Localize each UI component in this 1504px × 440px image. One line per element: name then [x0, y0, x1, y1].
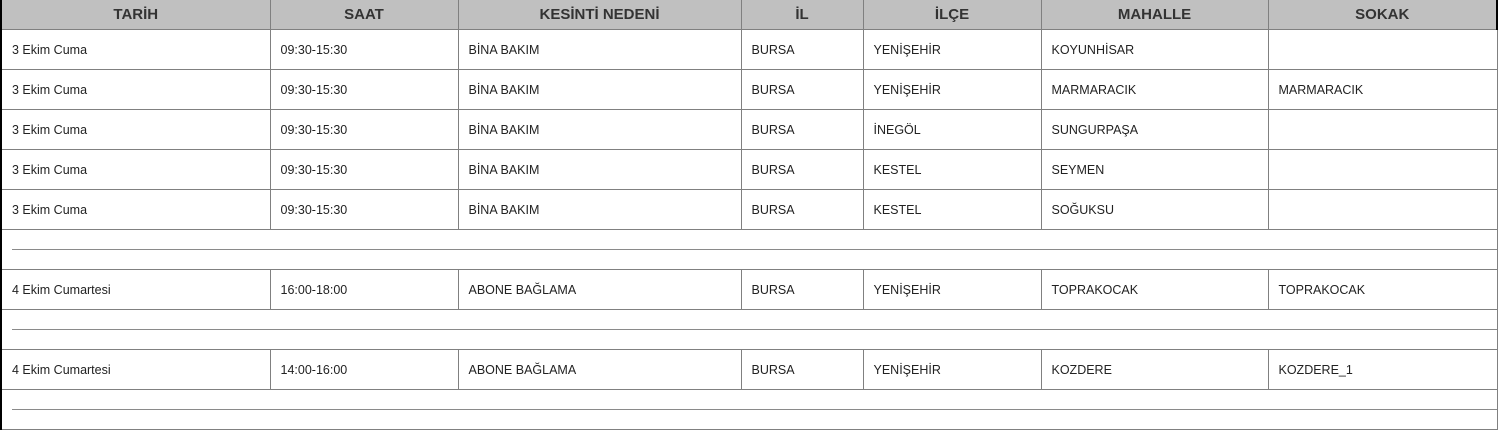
separator-cell [1, 310, 1497, 350]
cell-saat: 14:00-16:00 [270, 350, 458, 390]
cell-tarih: 3 Ekim Cuma [1, 110, 270, 150]
column-header-il: İL [741, 0, 863, 30]
cell-il: BURSA [741, 190, 863, 230]
cell-sokak: TOPRAKOCAK [1268, 270, 1497, 310]
cell-il: BURSA [741, 110, 863, 150]
cell-ilce: İNEGÖL [863, 110, 1041, 150]
cell-tarih: 3 Ekim Cuma [1, 150, 270, 190]
table-row [1, 270, 1497, 310]
column-header-saat: SAAT [270, 0, 458, 30]
separator-row [1, 390, 1497, 430]
cell-kesinti-nedeni: BİNA BAKIM [458, 110, 741, 150]
cell-sokak [1268, 110, 1497, 150]
cell-mahalle: TOPRAKOCAK [1041, 270, 1268, 310]
cell-mahalle: KOZDERE [1041, 350, 1268, 390]
divider [12, 329, 1497, 330]
cell-tarih: 4 Ekim Cumartesi [1, 350, 270, 390]
cell-tarih: 3 Ekim Cuma [1, 190, 270, 230]
cell-sokak: MARMARACIK [1268, 70, 1497, 110]
cell-kesinti-nedeni: BİNA BAKIM [458, 30, 741, 70]
column-header-kesinti-nedeni: KESİNTİ NEDENİ [458, 0, 741, 30]
cell-tarih: 3 Ekim Cuma [1, 30, 270, 70]
cell-il: BURSA [741, 270, 863, 310]
cell-mahalle: SUNGURPAŞA [1041, 110, 1268, 150]
separator-row [1, 230, 1497, 270]
cell-kesinti-nedeni: BİNA BAKIM [458, 150, 741, 190]
cell-tarih: 3 Ekim Cuma [1, 70, 270, 110]
table-row [1, 110, 1497, 150]
cell-il: BURSA [741, 30, 863, 70]
cell-mahalle: SEYMEN [1041, 150, 1268, 190]
table-row [1, 70, 1497, 110]
column-header-ilce: İLÇE [863, 0, 1041, 30]
cell-sokak [1268, 190, 1497, 230]
cell-kesinti-nedeni: BİNA BAKIM [458, 190, 741, 230]
cell-kesinti-nedeni: ABONE BAĞLAMA [458, 350, 741, 390]
cell-saat: 09:30-15:30 [270, 150, 458, 190]
cell-ilce: YENİŞEHİR [863, 350, 1041, 390]
cell-ilce: YENİŞEHİR [863, 70, 1041, 110]
column-header-sokak: SOKAK [1268, 0, 1497, 30]
cell-mahalle: KOYUNHİSAR [1041, 30, 1268, 70]
cell-saat: 09:30-15:30 [270, 190, 458, 230]
cell-sokak [1268, 150, 1497, 190]
cell-saat: 16:00-18:00 [270, 270, 458, 310]
separator-cell [1, 390, 1497, 430]
cell-saat: 09:30-15:30 [270, 110, 458, 150]
divider [12, 409, 1497, 410]
cell-sokak [1268, 30, 1497, 70]
cell-ilce: YENİŞEHİR [863, 30, 1041, 70]
header-row [1, 0, 1497, 30]
cell-sokak: KOZDERE_1 [1268, 350, 1497, 390]
separator-cell [1, 230, 1497, 270]
table-row [1, 350, 1497, 390]
cell-il: BURSA [741, 70, 863, 110]
table-row [1, 150, 1497, 190]
separator-row [1, 310, 1497, 350]
cell-ilce: KESTEL [863, 190, 1041, 230]
cell-ilce: KESTEL [863, 150, 1041, 190]
cell-il: BURSA [741, 150, 863, 190]
column-header-tarih: TARİH [1, 0, 270, 30]
table-header [1, 0, 1497, 30]
cell-kesinti-nedeni: BİNA BAKIM [458, 70, 741, 110]
cell-tarih: 4 Ekim Cumartesi [1, 270, 270, 310]
table-body [1, 30, 1497, 430]
cell-saat: 09:30-15:30 [270, 30, 458, 70]
cell-il: BURSA [741, 350, 863, 390]
cell-saat: 09:30-15:30 [270, 70, 458, 110]
column-header-mahalle: MAHALLE [1041, 0, 1268, 30]
cell-mahalle: MARMARACIK [1041, 70, 1268, 110]
table-row [1, 30, 1497, 70]
cell-mahalle: SOĞUKSU [1041, 190, 1268, 230]
divider [12, 249, 1497, 250]
table-row [1, 190, 1497, 230]
cell-kesinti-nedeni: ABONE BAĞLAMA [458, 270, 741, 310]
cell-ilce: YENİŞEHİR [863, 270, 1041, 310]
